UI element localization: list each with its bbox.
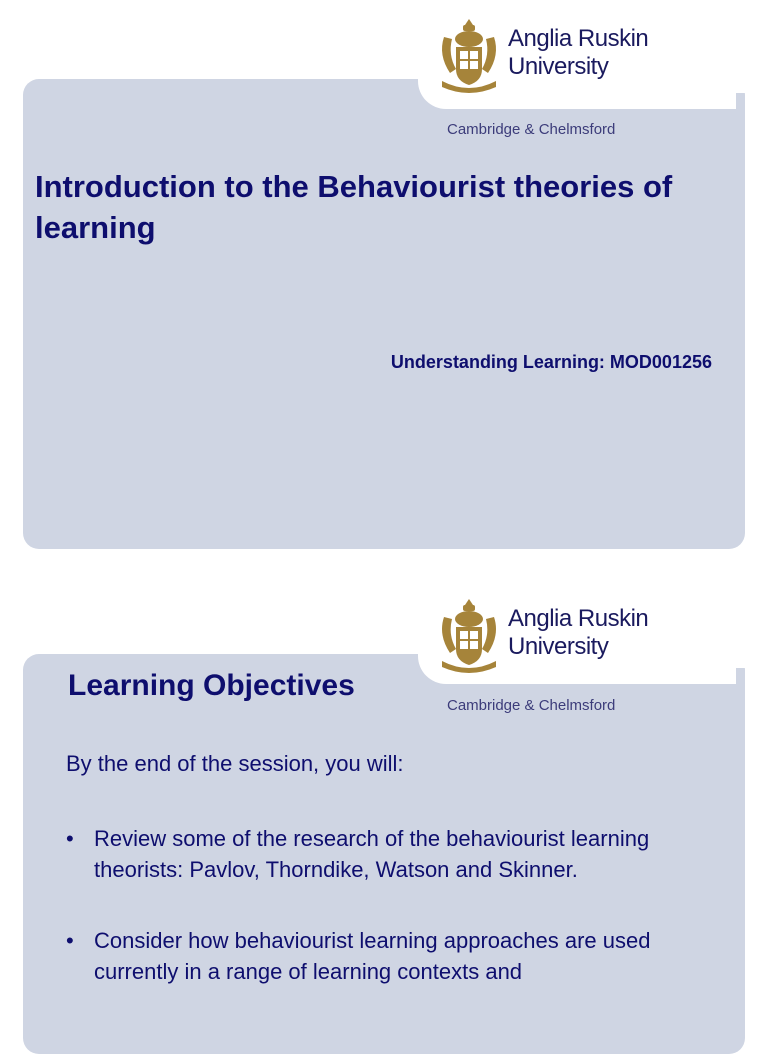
crest-icon [436, 597, 502, 677]
logo-name-line2: University [508, 633, 609, 660]
crest-icon [436, 17, 502, 97]
university-logo [436, 17, 676, 97]
logo-wordmark [508, 25, 648, 81]
campus-label: Cambridge & Chelmsford [447, 121, 616, 138]
slide-title: Introduction to the Behaviourist theories of learning [35, 169, 673, 245]
logo-wordmark [508, 605, 648, 661]
list-item: • Consider how behaviourist learning approaches are used currently in a range of learning contexts and [66, 925, 686, 987]
logo-name-line1: Anglia Ruskin [508, 25, 649, 52]
university-logo [436, 597, 676, 677]
objectives-intro: By the end of the session, you will: [66, 751, 404, 776]
list-item: • Review some of the research of the behaviourist learning theorists: Pavlov, Thorndike, Watson and Skinner. [66, 823, 686, 885]
objectives-list [66, 823, 686, 1027]
slide-2 [0, 577, 768, 1024]
campus-label: Cambridge & Chelmsford [447, 697, 616, 714]
logo-name-line1: Anglia Ruskin [508, 605, 649, 632]
slide-title: Learning Objectives [68, 669, 355, 702]
logo-name-line2: University [508, 53, 609, 80]
slide-panel [23, 79, 745, 549]
module-subtitle: Understanding Learning: MOD001256 [390, 352, 712, 372]
